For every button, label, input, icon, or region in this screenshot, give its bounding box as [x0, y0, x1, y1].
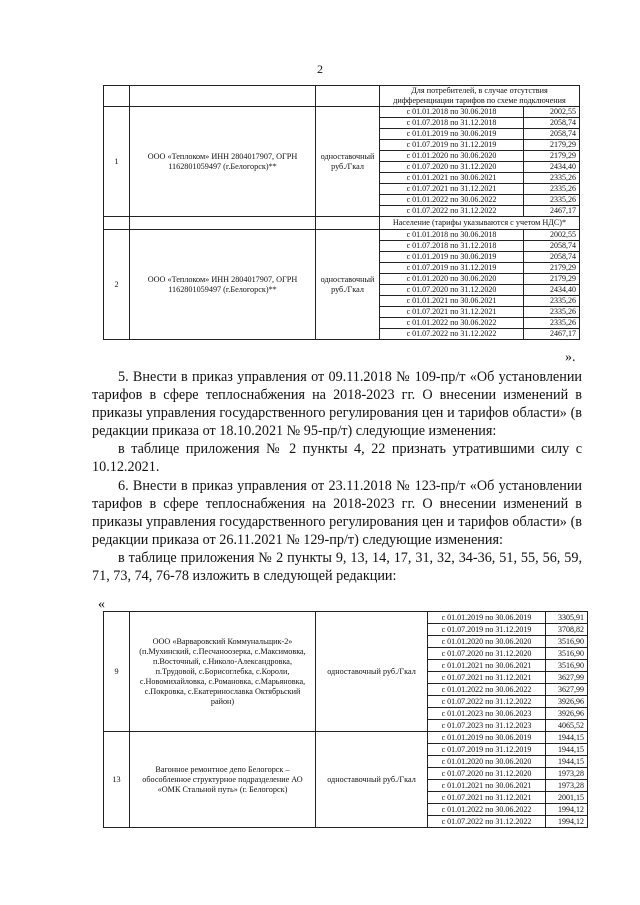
end-quote: ». — [565, 350, 576, 365]
tariff-period: с 01.07.2022 по 31.12.2022 — [380, 206, 524, 217]
tariff-value: 3516,90 — [546, 660, 588, 672]
tariff-period: с 01.01.2019 по 30.06.2019 — [428, 612, 546, 624]
paragraph-6a: в таблице приложения № 2 пункты 9, 13, 14, 17, 31, 32, 34-36, 51, 55, 56, 59, 71, 73, 74, 76-78 изложить в следующей редакции: — [92, 550, 582, 584]
tariff-value: 3926,96 — [546, 696, 588, 708]
tariff-period: с 01.01.2021 по 30.06.2021 — [380, 173, 524, 184]
tariff-table-2 — [103, 611, 588, 828]
tariff-period: с 01.01.2019 по 30.06.2019 — [380, 129, 524, 140]
open-quote: « — [98, 597, 105, 612]
body-text-1 — [92, 368, 582, 585]
tariff-value: 3708,82 — [546, 624, 588, 636]
row-number: 9 — [104, 612, 130, 732]
tariff-period: с 01.01.2020 по 30.06.2020 — [428, 636, 546, 648]
tariff-period: с 01.07.2021 по 31.12.2021 — [428, 792, 546, 804]
tariff-period: с 01.07.2020 по 31.12.2020 — [428, 648, 546, 660]
tariff-period: с 01.07.2023 по 31.12.2023 — [428, 720, 546, 732]
header-blank-num — [104, 86, 130, 107]
tariff-value: 2467,17 — [524, 206, 580, 217]
tariff-period: с 01.01.2021 по 30.06.2021 — [380, 296, 524, 307]
organization-name: ООО «Теплоком» ИНН 2804017907, ОГРН 1162801059497 (г.Белогорск)** — [130, 107, 316, 217]
tariff-period: с 01.01.2018 по 30.06.2018 — [380, 107, 524, 118]
tariff-value: 2058,74 — [524, 118, 580, 129]
tariff-period: с 01.07.2021 по 31.12.2021 — [428, 672, 546, 684]
tariff-type: одноставочный руб./Гкал — [316, 230, 380, 340]
tariff-period: с 01.01.2023 по 30.06.2023 — [428, 708, 546, 720]
tariff-value: 3627,99 — [546, 684, 588, 696]
tariff-value: 2335,26 — [524, 173, 580, 184]
tariff-period: с 01.07.2019 по 31.12.2019 — [380, 263, 524, 274]
tariff-value: 3627,99 — [546, 672, 588, 684]
table-row — [104, 612, 588, 624]
tariff-table-1 — [103, 85, 580, 340]
tariff-period: с 01.07.2020 по 31.12.2020 — [428, 768, 546, 780]
tariff-period: с 01.01.2020 по 30.06.2020 — [428, 756, 546, 768]
page-number: 2 — [317, 62, 323, 76]
paragraph-5a: в таблице приложения № 2 пункты 4, 22 признать утратившими силу с 10.12.2021. — [92, 441, 582, 475]
tariff-value: 1994,12 — [546, 804, 588, 816]
tariff-value: 4065,52 — [546, 720, 588, 732]
tariff-period: с 01.07.2022 по 31.12.2022 — [428, 816, 546, 828]
tariff-value: 3305,91 — [546, 612, 588, 624]
tariff-period: с 01.07.2018 по 31.12.2018 — [380, 241, 524, 252]
paragraph-6: 6. Внести в приказ управления от 23.11.2018 № 123-пр/т «Об установлении тарифов в сфере теплоснабжения на 2018-2023 гг. О внесении изменений в приказы управления государственного регулирования цен и тарифов области» (в редакции приказа от 26.11.2021 № 129-пр/т) следующие изменения: — [92, 478, 582, 548]
header-blank-num — [104, 217, 130, 230]
tariff-value: 2001,15 — [546, 792, 588, 804]
tariff-value: 2179,29 — [524, 151, 580, 162]
tariff-value: 2002,55 — [524, 107, 580, 118]
tariff-period: с 01.07.2021 по 31.12.2021 — [380, 184, 524, 195]
header-blank-org — [130, 86, 316, 107]
organization-name: Вагонное ремонтное депо Белогорск – обособленное структурное подразделение АО «ОМК Стальной путь» (г. Белогорск) — [130, 732, 316, 828]
table-header-row-population — [104, 217, 580, 230]
organization-name: ООО «Теплоком» ИНН 2804017907, ОГРН 1162801059497 (г.Белогорск)** — [130, 230, 316, 340]
tariff-period: с 01.07.2019 по 31.12.2019 — [380, 140, 524, 151]
tariff-type: одноставочный руб./Гкал — [316, 107, 380, 217]
tariff-period: с 01.07.2018 по 31.12.2018 — [380, 118, 524, 129]
tariff-period: с 01.07.2022 по 31.12.2022 — [380, 329, 524, 340]
tariff-period: с 01.01.2022 по 30.06.2022 — [428, 804, 546, 816]
tariff-value: 1973,28 — [546, 780, 588, 792]
tariff-value: 1994,12 — [546, 816, 588, 828]
tariff-value: 3516,90 — [546, 636, 588, 648]
tariff-value: 3926,96 — [546, 708, 588, 720]
tariff-value: 1944,15 — [546, 744, 588, 756]
tariff-value: 2058,74 — [524, 241, 580, 252]
tariff-value: 2335,26 — [524, 318, 580, 329]
tariff-value: 2002,55 — [524, 230, 580, 241]
paragraph-5: 5. Внести в приказ управления от 09.11.2018 № 109-пр/т «Об установлении тарифов в сфере теплоснабжения на 2018-2023 гг. О внесении изменений в приказы управления государственного регулирования цен и тарифов области» (в редакции приказа от 18.10.2021 № 95-пр/т) следующие изменения: — [92, 369, 582, 439]
row-number: 13 — [104, 732, 130, 828]
tariff-period: с 01.07.2022 по 31.12.2022 — [428, 696, 546, 708]
tariff-type: одноставочный руб./Гкал — [316, 612, 428, 732]
tariff-period: с 01.01.2020 по 30.06.2020 — [380, 274, 524, 285]
table-row — [104, 230, 580, 241]
tariff-value: 2058,74 — [524, 129, 580, 140]
tariff-type: одноставочный руб./Гкал — [316, 732, 428, 828]
header-consumers: Для потребителей, в случае отсутствия дифференциации тарифов по схеме подключения — [380, 86, 580, 107]
tariff-value: 2335,26 — [524, 195, 580, 206]
tariff-period: с 01.01.2021 по 30.06.2021 — [428, 780, 546, 792]
header-blank-type — [316, 217, 380, 230]
tariff-value: 2467,17 — [524, 329, 580, 340]
tariff-value: 2058,74 — [524, 252, 580, 263]
tariff-value: 1944,15 — [546, 756, 588, 768]
tariff-value: 2179,29 — [524, 263, 580, 274]
tariff-period: с 01.07.2019 по 31.12.2019 — [428, 624, 546, 636]
tariff-value: 2179,29 — [524, 274, 580, 285]
tariff-value: 2335,26 — [524, 307, 580, 318]
tariff-value: 2434,40 — [524, 162, 580, 173]
tariff-period: с 01.01.2021 по 30.06.2021 — [428, 660, 546, 672]
tariff-period: с 01.01.2019 по 30.06.2019 — [428, 732, 546, 744]
tariff-period: с 01.07.2019 по 31.12.2019 — [428, 744, 546, 756]
header-population: Население (тарифы указываются с учетом НДС)* — [380, 217, 580, 230]
tariff-value: 2335,26 — [524, 184, 580, 195]
table-row — [104, 732, 588, 744]
row-number: 1 — [104, 107, 130, 217]
organization-name: ООО «Варваровский Коммунальщик-2» (п.Мухинский, с.Песчаноозерка, с.Максимовка, п.Восточный, с.Николо-Александровка, п.Трудовой, с.Борисоглебка, с.Короли, с.Новомихайловка, с.Романовка, с.Марьяновка, с.Покровка, с.Екатеринославка Октябрьский район) — [130, 612, 316, 732]
tariff-period: с 01.07.2021 по 31.12.2021 — [380, 307, 524, 318]
tariff-value: 2335,26 — [524, 296, 580, 307]
table-header-row — [104, 86, 580, 107]
table-row — [104, 107, 580, 118]
row-number: 2 — [104, 230, 130, 340]
tariff-period: с 01.01.2022 по 30.06.2022 — [380, 318, 524, 329]
tariff-value: 1973,28 — [546, 768, 588, 780]
tariff-period: с 01.01.2018 по 30.06.2018 — [380, 230, 524, 241]
tariff-period: с 01.01.2020 по 30.06.2020 — [380, 151, 524, 162]
tariff-value: 3516,90 — [546, 648, 588, 660]
tariff-value: 2434,40 — [524, 285, 580, 296]
tariff-value: 1944,15 — [546, 732, 588, 744]
tariff-period: с 01.01.2019 по 30.06.2019 — [380, 252, 524, 263]
tariff-period: с 01.01.2022 по 30.06.2022 — [428, 684, 546, 696]
header-blank-org — [130, 217, 316, 230]
tariff-period: с 01.01.2022 по 30.06.2022 — [380, 195, 524, 206]
tariff-period: с 01.07.2020 по 31.12.2020 — [380, 285, 524, 296]
tariff-value: 2179,29 — [524, 140, 580, 151]
header-blank-type — [316, 86, 380, 107]
tariff-period: с 01.07.2020 по 31.12.2020 — [380, 162, 524, 173]
